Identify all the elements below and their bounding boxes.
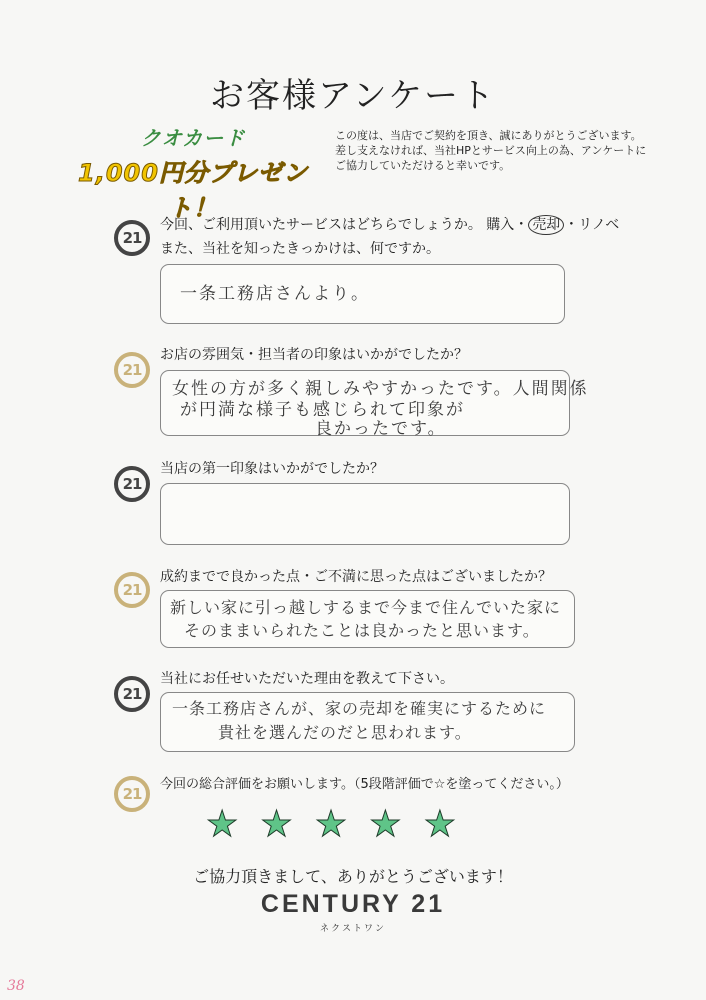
quo-card-promo: [58, 122, 328, 223]
century21-logo-icon: 21: [114, 572, 150, 608]
q5-answer-line-2: 貴社を選んだのだと思われます。: [218, 723, 472, 742]
century21-logo-icon: 21: [114, 466, 150, 502]
intro-line-1: この度は、当店でご契約を頂き、誠にありがとうございます。: [335, 129, 642, 142]
q5-question: 当社にお任せいただいた理由を教えて下さい。: [160, 671, 454, 687]
q1-question-suffix: ・リノベ: [564, 217, 620, 233]
century21-logo-icon: 21: [114, 352, 150, 388]
q5-answer-line-1: 一条工務店さんが、家の売却を確実にするために: [172, 699, 547, 718]
q2-answer-line-3: 良かったです。: [315, 419, 447, 439]
promo-line-2: 1,000円分プレゼント！: [78, 159, 308, 222]
century21-logo-icon: 21: [114, 776, 150, 812]
century21-logo-icon: 21: [114, 676, 150, 712]
intro-line-2: 差し支えなければ、当社HPとサービス向上の為、アンケートに: [335, 144, 647, 157]
century21-logo-icon: 21: [114, 220, 150, 256]
q3-question: 当店の第一印象はいかがでしたか？: [160, 461, 384, 477]
brand-subtitle: ネクストワン: [320, 924, 386, 934]
q3-answer-box[interactable]: [160, 483, 570, 545]
q2-answer-line-2: が円満な様子も感じられて印象が: [180, 400, 465, 420]
star-icon[interactable]: ★: [423, 804, 456, 845]
intro-line-3: ご協力していただけると幸いです。: [335, 159, 511, 172]
intro-text: [335, 128, 680, 173]
star-icon[interactable]: ★: [314, 804, 348, 845]
q1-selected-option[interactable]: 売却: [528, 215, 564, 235]
star-icon[interactable]: ★: [206, 804, 239, 845]
star-icon[interactable]: ★: [369, 804, 402, 845]
q4-answer-line-1: 新しい家に引っ越しするまで今まで住んでいた家に: [170, 598, 562, 617]
page-title: お客様アンケート: [210, 76, 496, 116]
thanks-message: ご協力頂きまして、ありがとうございます！: [193, 867, 513, 886]
rating-stars[interactable]: [206, 805, 456, 845]
q4-answer-line-2: そのままいられたことは良かったと思います。: [184, 621, 540, 640]
q1-question-prefix: 今回、ご利用頂いたサービスはどちらでしょうか。 購入・: [160, 217, 529, 233]
promo-line-1: クオカード: [140, 126, 246, 150]
q4-question: 成約までで良かった点・ご不満に思った点はございましたか？: [160, 569, 552, 585]
q2-answer-line-1: 女性の方が多く親しみやすかったです。人間関係: [172, 379, 589, 399]
q1-question-line-2: また、当社を知ったきっかけは、何ですか。: [160, 241, 440, 257]
q1-answer-text: 一条工務店さんより。: [180, 284, 370, 304]
q2-question: お店の雰囲気・担当者の印象はいかがでしたか？: [160, 347, 468, 363]
page-number: 38: [7, 978, 25, 994]
star-icon[interactable]: ★: [260, 804, 293, 845]
q1-question-line-1: [160, 214, 619, 236]
century21-brand-logo: CENTURY 21: [260, 890, 446, 918]
q6-question: 今回の総合評価をお願いします。（5段階評価で☆を塗ってください。）: [160, 777, 569, 792]
